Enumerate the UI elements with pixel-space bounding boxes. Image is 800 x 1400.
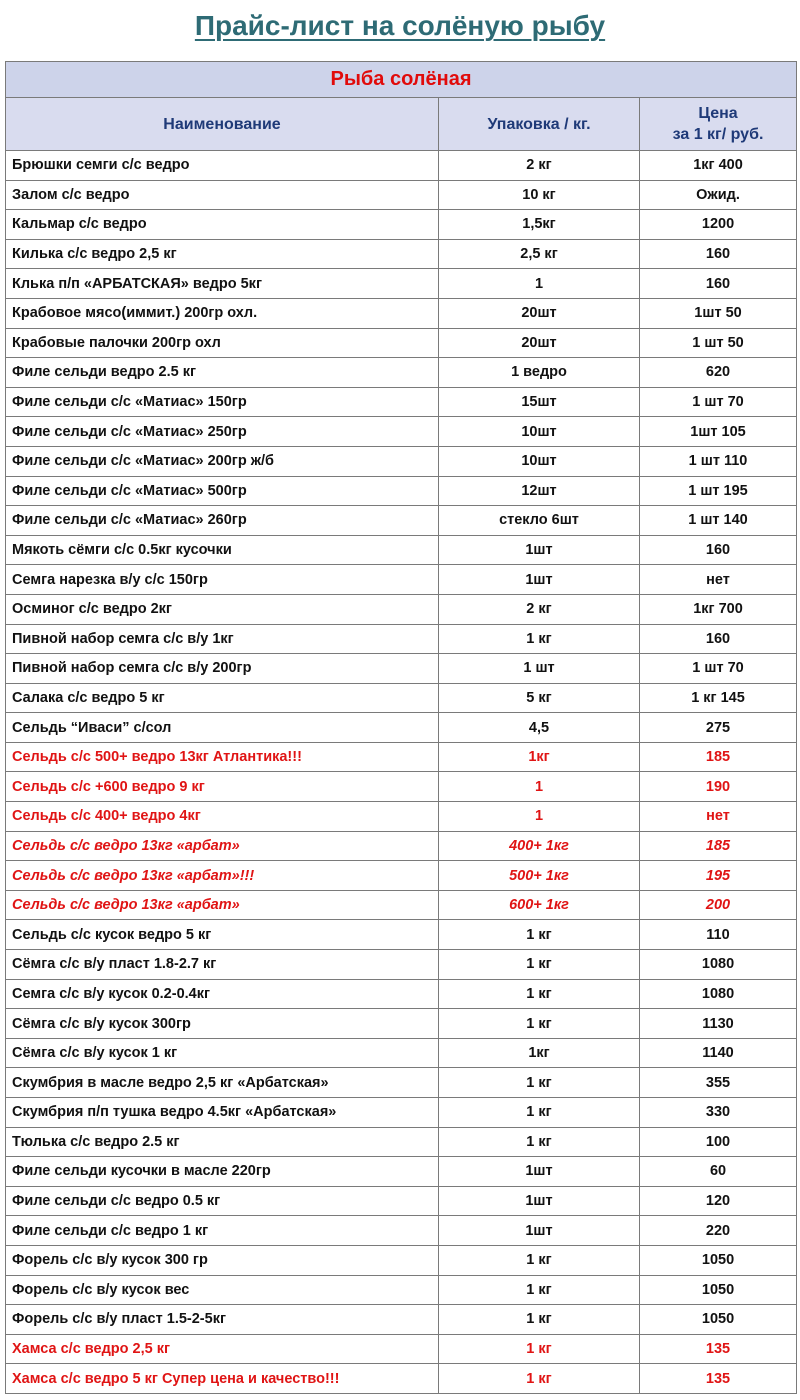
- price-cell: 100: [640, 1127, 797, 1157]
- product-name-cell: Форель с/с в/у кусок 300 гр: [6, 1245, 439, 1275]
- table-row: [6, 1216, 797, 1246]
- price-cell: 195: [640, 861, 797, 891]
- price-cell: 160: [640, 239, 797, 269]
- product-name-cell: Филе сельди с/с «Матиас» 500гр: [6, 476, 439, 506]
- price-cell: 135: [640, 1364, 797, 1394]
- package-cell: 1 кг: [439, 1305, 640, 1335]
- price-table: [5, 61, 797, 1394]
- table-row: [6, 1245, 797, 1275]
- price-cell: нет: [640, 802, 797, 832]
- table-row: [6, 506, 797, 536]
- product-name-cell: Сельдь “Иваси” с/сол: [6, 713, 439, 743]
- product-name-cell: Семга с/с в/у кусок 0.2-0.4кг: [6, 979, 439, 1009]
- price-cell: 1 шт 140: [640, 506, 797, 536]
- table-row: [6, 920, 797, 950]
- package-cell: 20шт: [439, 328, 640, 358]
- package-cell: 12шт: [439, 476, 640, 506]
- package-cell: 1 ведро: [439, 358, 640, 388]
- product-name-cell: Филе сельди с/с ведро 0.5 кг: [6, 1186, 439, 1216]
- package-cell: 1: [439, 772, 640, 802]
- package-cell: 500+ 1кг: [439, 861, 640, 891]
- table-row: [6, 802, 797, 832]
- table-row: [6, 772, 797, 802]
- package-cell: стекло 6шт: [439, 506, 640, 536]
- section-header-row: [6, 62, 797, 98]
- price-cell: 185: [640, 742, 797, 772]
- price-cell: 1050: [640, 1275, 797, 1305]
- table-row: [6, 683, 797, 713]
- package-cell: 2 кг: [439, 151, 640, 181]
- price-cell: 1 шт 195: [640, 476, 797, 506]
- table-row: [6, 417, 797, 447]
- table-row: [6, 1098, 797, 1128]
- table-row: [6, 328, 797, 358]
- price-cell: 1 шт 70: [640, 654, 797, 684]
- column-header-price-line2: за 1 кг/ руб.: [672, 126, 764, 143]
- price-cell: 60: [640, 1157, 797, 1187]
- product-name-cell: Крабовые палочки 200гр охл: [6, 328, 439, 358]
- product-name-cell: Залом с/с ведро: [6, 180, 439, 210]
- package-cell: 1 кг: [439, 1275, 640, 1305]
- price-cell: нет: [640, 565, 797, 595]
- product-name-cell: Сельдь с/с 500+ ведро 13кг Атлантика!!!: [6, 742, 439, 772]
- package-cell: 1 кг: [439, 624, 640, 654]
- table-row: [6, 1127, 797, 1157]
- package-cell: 1шт: [439, 1186, 640, 1216]
- column-header-pack: Упаковка / кг.: [439, 98, 640, 151]
- table-row: [6, 1275, 797, 1305]
- package-cell: 1 кг: [439, 979, 640, 1009]
- package-cell: 1 кг: [439, 1127, 640, 1157]
- product-name-cell: Осминог с/с ведро 2кг: [6, 594, 439, 624]
- table-row: [6, 624, 797, 654]
- package-cell: 1шт: [439, 1216, 640, 1246]
- table-row: [6, 713, 797, 743]
- package-cell: 2 кг: [439, 594, 640, 624]
- price-cell: 160: [640, 535, 797, 565]
- package-cell: 1 кг: [439, 1068, 640, 1098]
- price-cell: 160: [640, 624, 797, 654]
- column-header-price-line1: Цена: [698, 105, 738, 122]
- price-cell: 1 кг 145: [640, 683, 797, 713]
- product-name-cell: Филе сельди с/с «Матиас» 260гр: [6, 506, 439, 536]
- product-name-cell: Сёмга с/с в/у кусок 1 кг: [6, 1038, 439, 1068]
- package-cell: 1шт: [439, 535, 640, 565]
- package-cell: 20шт: [439, 298, 640, 328]
- price-cell: 1 шт 110: [640, 446, 797, 476]
- price-cell: 355: [640, 1068, 797, 1098]
- package-cell: 1кг: [439, 742, 640, 772]
- product-name-cell: Килька с/с ведро 2,5 кг: [6, 239, 439, 269]
- package-cell: 1: [439, 802, 640, 832]
- product-name-cell: Сельдь с/с 400+ ведро 4кг: [6, 802, 439, 832]
- product-name-cell: Филе сельди ведро 2.5 кг: [6, 358, 439, 388]
- table-row: [6, 979, 797, 1009]
- table-row: [6, 446, 797, 476]
- product-name-cell: Пивной набор семга с/с в/у 200гр: [6, 654, 439, 684]
- product-name-cell: Филе сельди с/с «Матиас» 150гр: [6, 387, 439, 417]
- price-cell: 1кг 400: [640, 151, 797, 181]
- table-row: [6, 861, 797, 891]
- price-cell: 160: [640, 269, 797, 299]
- table-row: [6, 565, 797, 595]
- page-title: Прайс-лист на солёную рыбу: [194, 10, 606, 41]
- product-name-cell: Скумбрия п/п тушка ведро 4.5кг «Арбатская»: [6, 1098, 439, 1128]
- package-cell: 1,5кг: [439, 210, 640, 240]
- price-cell: 1050: [640, 1245, 797, 1275]
- product-name-cell: Пивной набор семга с/с в/у 1кг: [6, 624, 439, 654]
- package-cell: 600+ 1кг: [439, 890, 640, 920]
- package-cell: 4,5: [439, 713, 640, 743]
- table-row: [6, 387, 797, 417]
- product-name-cell: Салака с/с ведро 5 кг: [6, 683, 439, 713]
- table-row: [6, 476, 797, 506]
- package-cell: 1: [439, 269, 640, 299]
- table-row: [6, 535, 797, 565]
- product-name-cell: Филе сельди с/с «Матиас» 250гр: [6, 417, 439, 447]
- table-row: [6, 269, 797, 299]
- product-name-cell: Филе сельди с/с ведро 1 кг: [6, 1216, 439, 1246]
- table-row: [6, 358, 797, 388]
- product-name-cell: Сёмга с/с в/у пласт 1.8-2.7 кг: [6, 950, 439, 980]
- product-name-cell: Кальмар с/с ведро: [6, 210, 439, 240]
- price-cell: 620: [640, 358, 797, 388]
- product-name-cell: Сельдь с/с ведро 13кг «арбат»: [6, 831, 439, 861]
- price-cell: 110: [640, 920, 797, 950]
- package-cell: 15шт: [439, 387, 640, 417]
- product-name-cell: Сельдь с/с +600 ведро 9 кг: [6, 772, 439, 802]
- column-header-row: [6, 98, 797, 151]
- product-name-cell: Брюшки семги с/с ведро: [6, 151, 439, 181]
- table-row: [6, 654, 797, 684]
- product-name-cell: Хамса с/с ведро 2,5 кг: [6, 1334, 439, 1364]
- price-cell: 185: [640, 831, 797, 861]
- package-cell: 10 кг: [439, 180, 640, 210]
- column-header-price: [640, 98, 797, 151]
- product-name-cell: Скумбрия в масле ведро 2,5 кг «Арбатская»: [6, 1068, 439, 1098]
- package-cell: 10шт: [439, 446, 640, 476]
- product-name-cell: Семга нарезка в/у с/с 150гр: [6, 565, 439, 595]
- price-cell: 1 шт 70: [640, 387, 797, 417]
- product-name-cell: Мякоть сёмги с/с 0.5кг кусочки: [6, 535, 439, 565]
- table-row: [6, 890, 797, 920]
- product-name-cell: Крабовое мясо(иммит.) 200гр охл.: [6, 298, 439, 328]
- price-cell: 135: [640, 1334, 797, 1364]
- price-cell: 1 шт 50: [640, 328, 797, 358]
- price-cell: 190: [640, 772, 797, 802]
- table-row: [6, 1364, 797, 1394]
- product-name-cell: Филе сельди кусочки в масле 220гр: [6, 1157, 439, 1187]
- package-cell: 1шт: [439, 1157, 640, 1187]
- product-name-cell: Форель с/с в/у кусок вес: [6, 1275, 439, 1305]
- product-name-cell: Филе сельди с/с «Матиас» 200гр ж/б: [6, 446, 439, 476]
- price-cell: 1шт 105: [640, 417, 797, 447]
- product-name-cell: Клька п/п «АРБАТСКАЯ» ведро 5кг: [6, 269, 439, 299]
- column-header-name: Наименование: [6, 98, 439, 151]
- price-cell: 330: [640, 1098, 797, 1128]
- package-cell: 1 кг: [439, 1009, 640, 1039]
- product-name-cell: Сельдь с/с ведро 13кг «арбат»!!!: [6, 861, 439, 891]
- table-row: [6, 298, 797, 328]
- price-cell: 1050: [640, 1305, 797, 1335]
- table-row: [6, 594, 797, 624]
- product-name-cell: Сёмга с/с в/у кусок 300гр: [6, 1009, 439, 1039]
- table-row: [6, 1068, 797, 1098]
- table-row: [6, 1186, 797, 1216]
- table-row: [6, 239, 797, 269]
- table-row: [6, 151, 797, 181]
- package-cell: 400+ 1кг: [439, 831, 640, 861]
- table-row: [6, 1038, 797, 1068]
- price-cell: 1080: [640, 979, 797, 1009]
- price-cell: 1200: [640, 210, 797, 240]
- package-cell: 2,5 кг: [439, 239, 640, 269]
- product-name-cell: Сельдь с/с кусок ведро 5 кг: [6, 920, 439, 950]
- table-row: [6, 1305, 797, 1335]
- table-row: [6, 180, 797, 210]
- package-cell: 5 кг: [439, 683, 640, 713]
- package-cell: 1кг: [439, 1038, 640, 1068]
- table-row: [6, 210, 797, 240]
- price-cell: 200: [640, 890, 797, 920]
- table-row: [6, 742, 797, 772]
- table-row: [6, 1009, 797, 1039]
- package-cell: 1 кг: [439, 920, 640, 950]
- price-cell: 1кг 700: [640, 594, 797, 624]
- price-cell: Ожид.: [640, 180, 797, 210]
- price-cell: 1130: [640, 1009, 797, 1039]
- price-cell: 1шт 50: [640, 298, 797, 328]
- price-cell: 1080: [640, 950, 797, 980]
- table-row: [6, 1334, 797, 1364]
- product-name-cell: Сельдь с/с ведро 13кг «арбат»: [6, 890, 439, 920]
- price-cell: 220: [640, 1216, 797, 1246]
- product-name-cell: Хамса с/с ведро 5 кг Супер цена и качество!!!: [6, 1364, 439, 1394]
- package-cell: 1шт: [439, 565, 640, 595]
- package-cell: 10шт: [439, 417, 640, 447]
- package-cell: 1 кг: [439, 1364, 640, 1394]
- price-cell: 275: [640, 713, 797, 743]
- price-cell: 1140: [640, 1038, 797, 1068]
- product-name-cell: Тюлька с/с ведро 2.5 кг: [6, 1127, 439, 1157]
- package-cell: 1 кг: [439, 950, 640, 980]
- package-cell: 1 шт: [439, 654, 640, 684]
- table-row: [6, 1157, 797, 1187]
- table-row: [6, 831, 797, 861]
- package-cell: 1 кг: [439, 1334, 640, 1364]
- product-name-cell: Форель с/с в/у пласт 1.5-2-5кг: [6, 1305, 439, 1335]
- section-title: Рыба солёная: [6, 62, 797, 98]
- price-cell: 120: [640, 1186, 797, 1216]
- package-cell: 1 кг: [439, 1098, 640, 1128]
- package-cell: 1 кг: [439, 1245, 640, 1275]
- table-row: [6, 950, 797, 980]
